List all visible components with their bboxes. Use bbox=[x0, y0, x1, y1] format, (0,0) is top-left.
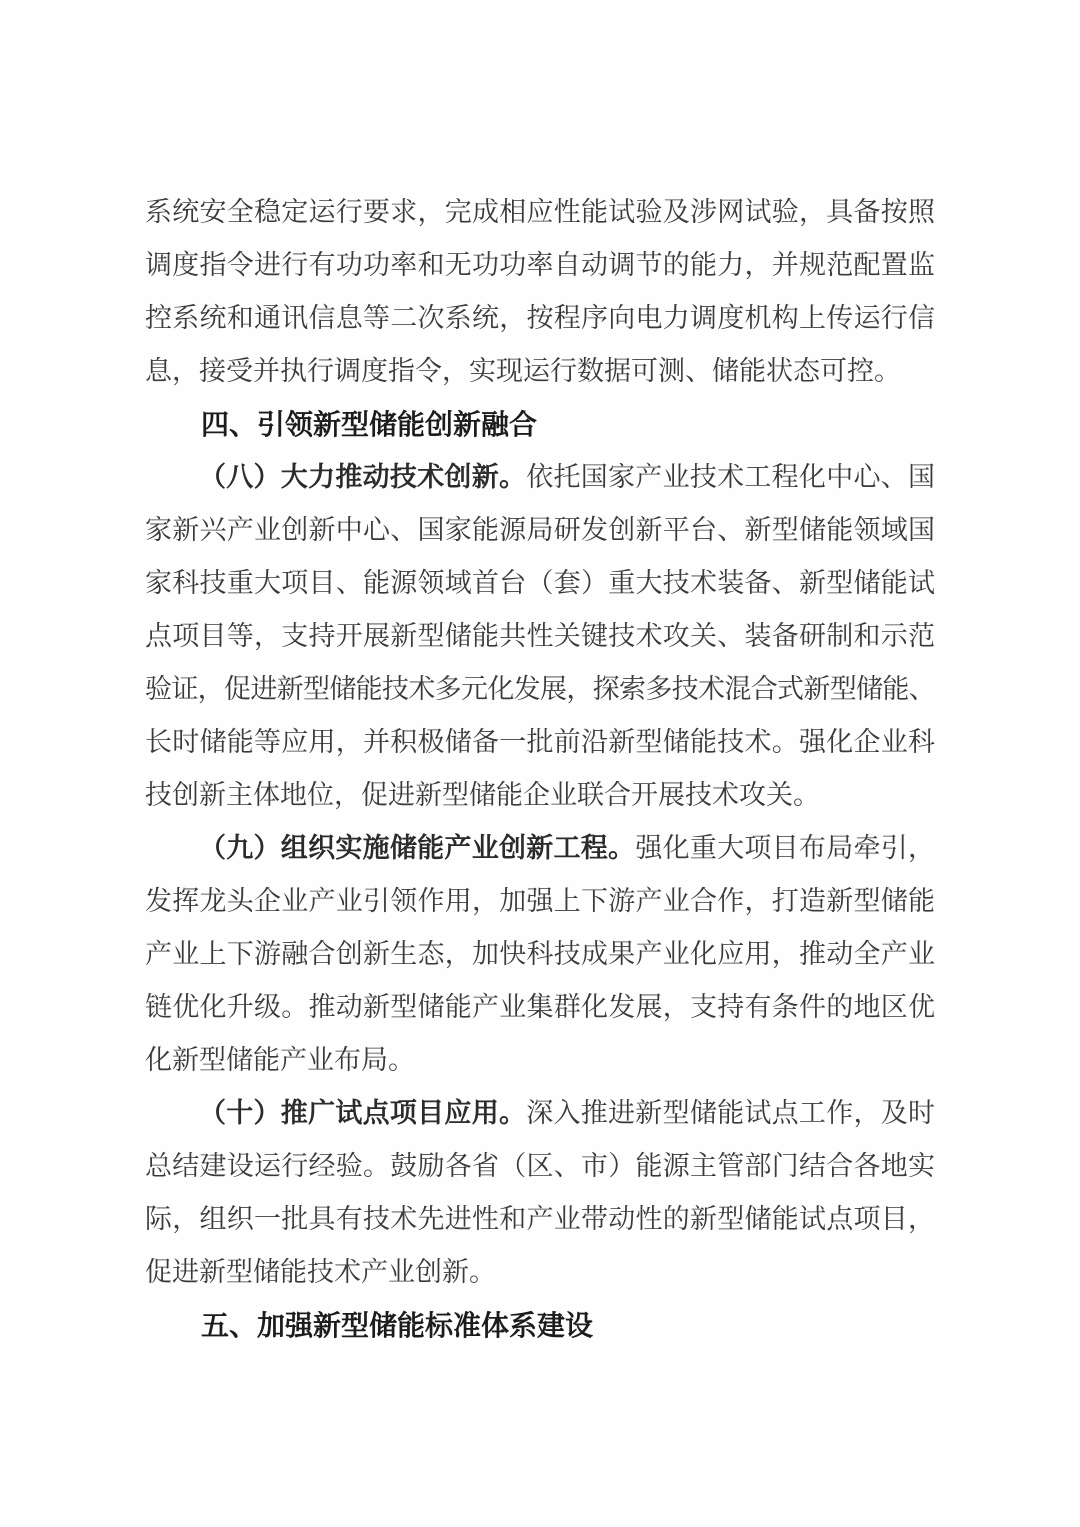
section-heading-5: 五、加强新型储能标准体系建设 bbox=[201, 1310, 594, 1341]
text-line: 控系统和通讯信息等二次系统，按程序向电力调度机构上传运行信 bbox=[145, 303, 935, 333]
text-line: 化新型储能产业布局。 bbox=[145, 1045, 415, 1075]
paragraph-continuation bbox=[145, 186, 935, 398]
text-line bbox=[145, 822, 935, 875]
text-line bbox=[145, 451, 935, 504]
paragraph-lead: （十）推广试点项目应用。 bbox=[199, 1098, 527, 1128]
text-line bbox=[145, 1087, 935, 1140]
text-line: 家科技重大项目、能源领域首台（套）重大技术装备、新型储能试 bbox=[145, 568, 935, 598]
text-line: 促进新型储能技术产业创新。 bbox=[145, 1257, 496, 1287]
paragraph-8 bbox=[145, 451, 935, 822]
document-text-block bbox=[145, 186, 935, 1352]
text-line: 验证，促进新型储能技术多元化发展，探索多技术混合式新型储能、 bbox=[145, 674, 935, 704]
text-line: 链优化升级。推动新型储能产业集群化发展，支持有条件的地区优 bbox=[145, 992, 935, 1022]
text-line: 长时储能等应用，并积极储备一批前沿新型储能技术。强化企业科 bbox=[145, 727, 935, 757]
paragraph-lead-rest: 强化重大项目布局牵引， bbox=[635, 833, 936, 863]
text-line: 点项目等，支持开展新型储能共性关键技术攻关、装备研制和示范 bbox=[145, 621, 935, 651]
text-line: 息，接受并执行调度指令，实现运行数据可测、储能状态可控。 bbox=[145, 356, 901, 386]
paragraph-9 bbox=[145, 822, 935, 1087]
paragraph-lead: （八）大力推动技术创新。 bbox=[199, 462, 527, 492]
text-line: 系统安全稳定运行要求，完成相应性能试验及涉网试验，具备按照 bbox=[145, 197, 935, 227]
paragraph-10 bbox=[145, 1087, 935, 1299]
paragraph-lead: （九）组织实施储能产业创新工程。 bbox=[199, 833, 636, 863]
text-line: 产业上下游融合创新生态，加快科技成果产业化应用，推动全产业 bbox=[145, 939, 935, 969]
paragraph-lead-rest: 深入推进新型储能试点工作，及时 bbox=[526, 1098, 936, 1128]
text-line: 技创新主体地位，促进新型储能企业联合开展技术攻关。 bbox=[145, 780, 820, 810]
text-line: 调度指令进行有功功率和无功功率自动调节的能力，并规范配置监 bbox=[145, 250, 935, 280]
section-heading-4: 四、引领新型储能创新融合 bbox=[201, 409, 538, 440]
text-line: 发挥龙头企业产业引领作用，加强上下游产业合作，打造新型储能 bbox=[145, 886, 935, 916]
paragraph-lead-rest: 依托国家产业技术工程化中心、国 bbox=[526, 462, 936, 492]
text-line: 家新兴产业创新中心、国家能源局研发创新平台、新型储能领域国 bbox=[145, 515, 935, 545]
text-line: 总结建设运行经验。鼓励各省（区、市）能源主管部门结合各地实 bbox=[145, 1151, 935, 1181]
text-line: 际，组织一批具有技术先进性和产业带动性的新型储能试点项目， bbox=[145, 1204, 935, 1234]
